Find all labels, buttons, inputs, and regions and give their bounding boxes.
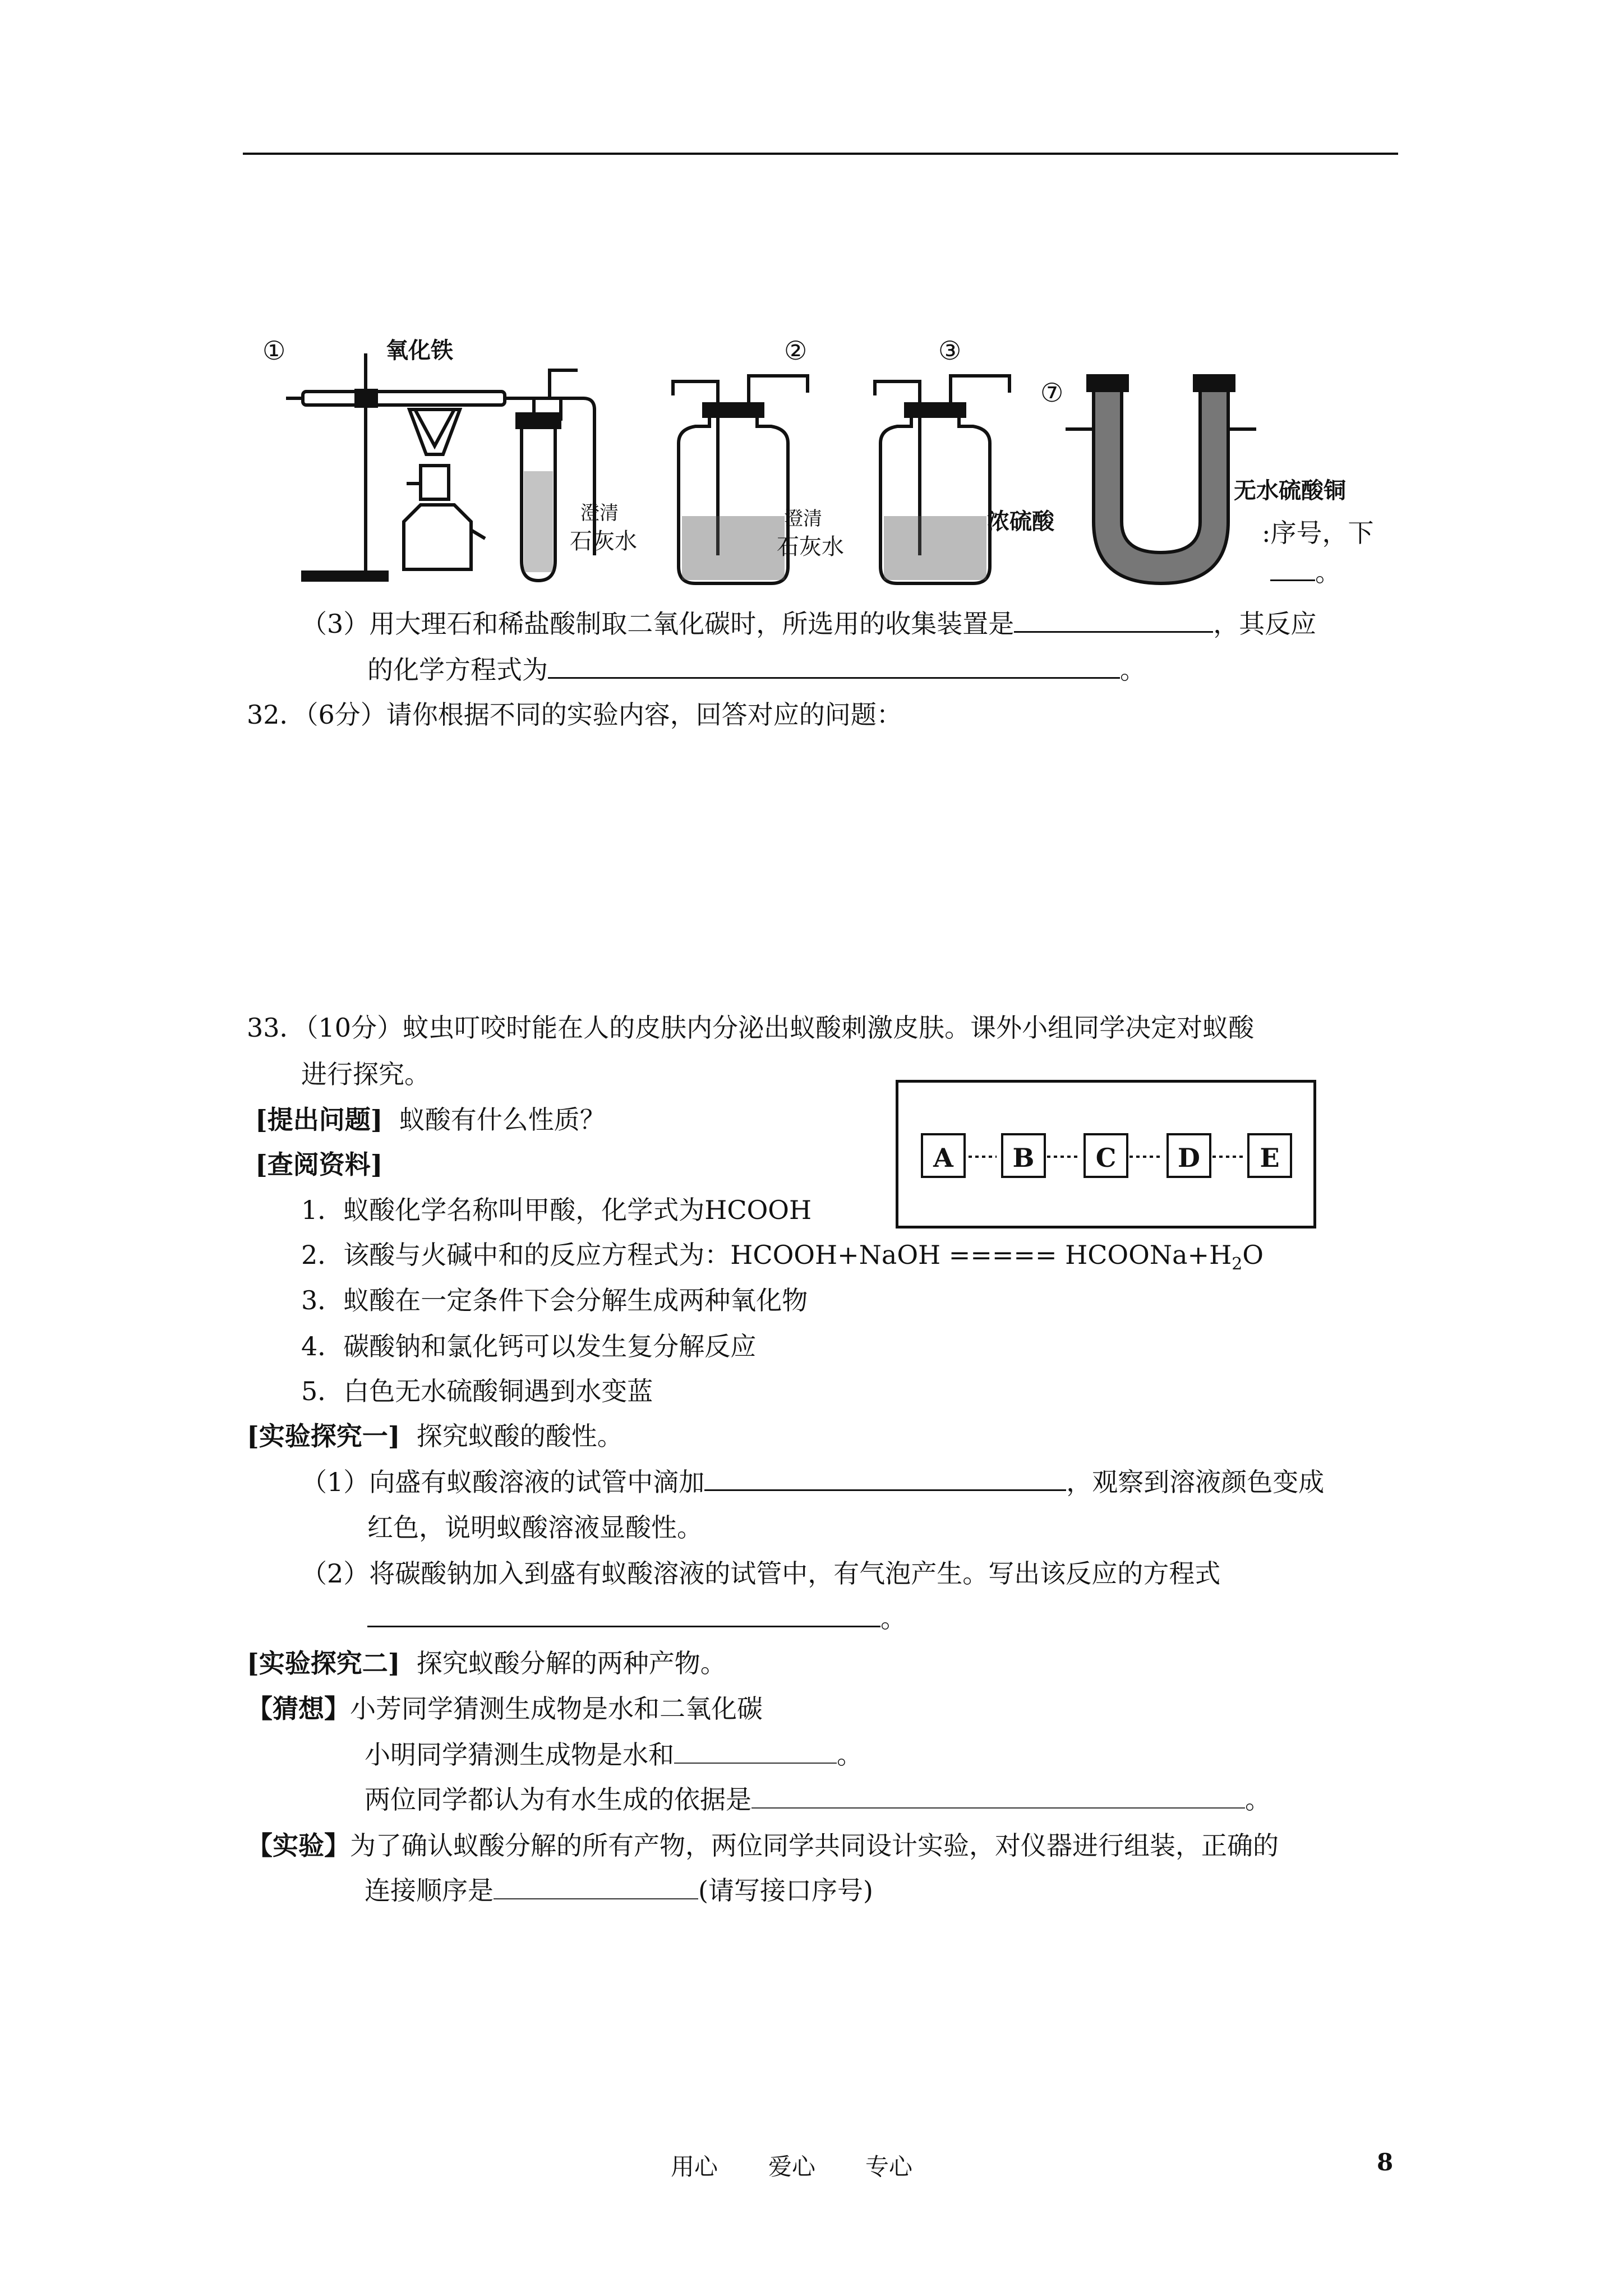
- label-cuso4: 无水硫酸铜: [1234, 477, 1346, 504]
- chain-box-b: B: [1001, 1133, 1046, 1178]
- label-sulfuric: 浓硫酸: [987, 508, 1054, 535]
- label-limewater-b: 石灰水: [570, 528, 637, 554]
- label-n1: ①: [262, 335, 286, 366]
- exp1-q1-line1: （1）向盛有蚁酸溶液的试管中滴加 ，观察到溶液颜色变成: [301, 1467, 1325, 1497]
- ref-item-1: 1．蚁酸化学名称叫甲酸，化学式为HCOOH: [301, 1195, 812, 1225]
- q31-part3-line1: （3）用大理石和稀盐酸制取二氧化碳时，所选用的收集装置是 ，其反应: [301, 609, 1317, 639]
- chain-box-e: E: [1247, 1133, 1292, 1178]
- label-n3: ③: [938, 335, 962, 366]
- header-rule: [243, 153, 1398, 155]
- answer-blank[interactable]: [1014, 609, 1213, 633]
- label-limewater-a: 澄清: [580, 502, 619, 524]
- q32-text: 32．（6分）请你根据不同的实验内容，回答对应的问题：: [247, 700, 902, 730]
- ref-item-5: 5．白色无水硫酸铜遇到水变蓝: [301, 1376, 653, 1406]
- expt-line-1: 【实验】为了确认蚁酸分解的所有产物，两位同学共同设计实验，对仪器进行组装，正确的: [247, 1830, 1279, 1861]
- ref-item-3: 3．蚁酸在一定条件下会分解生成两种氧化物: [301, 1285, 808, 1315]
- guess-line-1: 【猜想】小芳同学猜测生成物是水和二氧化碳: [247, 1694, 763, 1724]
- ask-section: [提出问题] 蚁酸有什么性质？: [255, 1105, 606, 1135]
- apparatus-chain-box: [896, 1080, 1316, 1228]
- cut-text-2: 。: [1270, 555, 1341, 589]
- footer-right: 专心: [865, 2153, 913, 2180]
- ref-item-2: 2．该酸与火碱中和的反应方程式为：HCOOH+NaOH ===== $HCOONa+H_2O$: [301, 1240, 1264, 1274]
- footer-left: 用心: [671, 2153, 718, 2180]
- chain-box-a: A: [921, 1133, 966, 1178]
- label-n2: ②: [784, 335, 808, 366]
- exp1-q2-line1: （2）将碳酸钠加入到盛有蚁酸溶液的试管中，有气泡产生。写出该反应的方程式: [301, 1558, 1221, 1589]
- answer-blank[interactable]: [548, 655, 1120, 679]
- expt-line-2: 连接顺序是 (请写接口序号): [365, 1875, 873, 1906]
- guess-line-3: 两位同学都认为有水生成的依据是 。: [365, 1784, 1271, 1815]
- page-number: 8: [1377, 2148, 1394, 2176]
- cut-text-1: :序号，下: [1262, 518, 1374, 548]
- q33-intro-2: 进行探究。: [301, 1059, 430, 1089]
- exp2-heading: [实验探究二] 探究蚁酸分解的两种产物。: [247, 1648, 726, 1678]
- label-iron-oxide: 氧化铁: [386, 337, 453, 364]
- ref-label: [查阅资料]: [255, 1149, 383, 1180]
- answer-blank[interactable]: [704, 1467, 1066, 1491]
- exp1-q1-line2: 红色，说明蚁酸溶液显酸性。: [367, 1512, 703, 1543]
- apparatus-figure: [247, 337, 1424, 600]
- exp1-heading: [实验探究一] 探究蚁酸的酸性。: [247, 1421, 623, 1451]
- label-limewater2-a: 澄清: [784, 508, 822, 530]
- exp1-q2-line2: 。: [367, 1602, 906, 1635]
- footer-mid: 爱心: [768, 2153, 816, 2180]
- label-limewater2-b: 石灰水: [777, 534, 844, 560]
- chain-box-c: C: [1083, 1133, 1128, 1178]
- guess-line-2: 小明同学猜测生成物是水和 。: [365, 1740, 863, 1770]
- answer-blank[interactable]: [674, 1740, 837, 1764]
- q31-part3-line2: 的化学方程式为 。: [367, 655, 1146, 685]
- ref-item-4: 4．碳酸钠和氯化钙可以发生复分解反应: [301, 1331, 757, 1361]
- answer-blank[interactable]: [494, 1876, 698, 1899]
- answer-blank[interactable]: [751, 1785, 1245, 1809]
- label-n7: ⑦: [1040, 378, 1064, 408]
- q33-intro-1: 33．（10分）蚊虫叮咬时能在人的皮肤内分泌出蚁酸刺激皮肤。课外小组同学决定对蚁酸: [247, 1013, 1255, 1043]
- chain-box-d: D: [1166, 1133, 1211, 1178]
- answer-blank[interactable]: [367, 1603, 880, 1627]
